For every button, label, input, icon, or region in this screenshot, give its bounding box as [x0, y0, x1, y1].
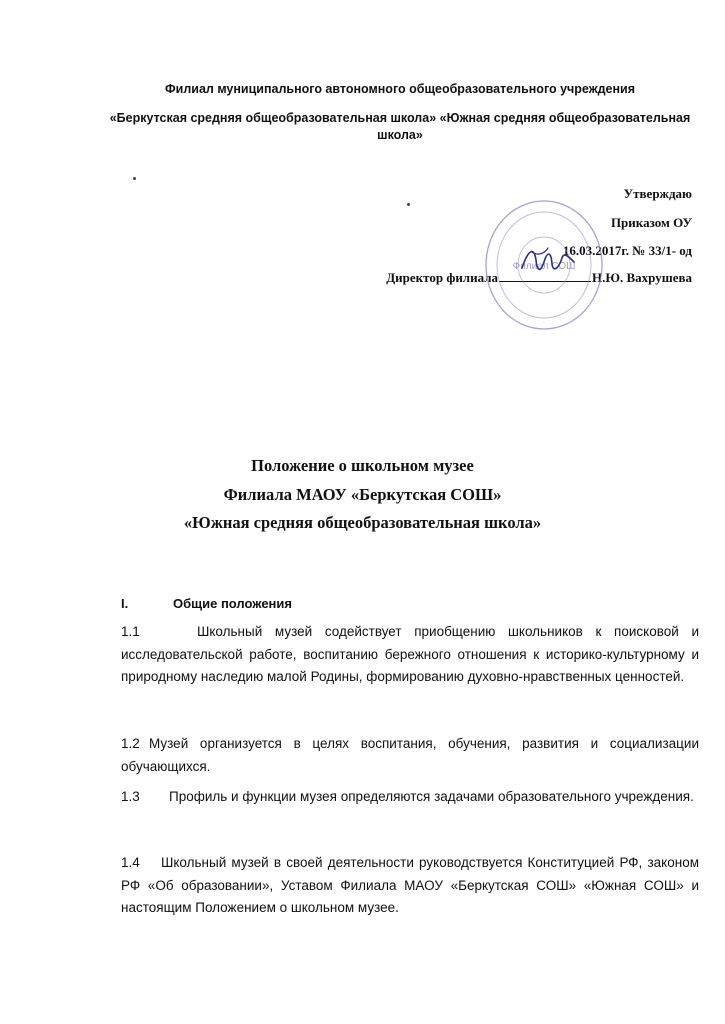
director-signature: [518, 240, 578, 280]
section-heading: [121, 596, 292, 612]
clause-paragraph: [121, 733, 699, 778]
clause-text: Музей организуется в целях воспитания, обучения, развития и социализации обучающихся.: [121, 736, 699, 774]
clause-number: 1.4: [121, 855, 140, 870]
document-title-line3: «Южная средняя общеобразовательная школа»: [183, 513, 542, 532]
institution-header-line1: Филиал муниципального автономного общеобразовательного учреждения: [164, 82, 635, 96]
clause-text: Школьный музей в своей деятельности руководствуется Конституцией РФ, законом РФ «Об образовании», Уставом Филиала МАОУ «Беркутская СОШ» «Южная СОШ» и настоящим Положением о школьном музее.: [121, 855, 699, 915]
approval-order: Приказом ОУ: [610, 215, 692, 230]
document-title-line2: Филиала МАОУ «Беркутская СОШ»: [223, 485, 502, 504]
clause-text: Школьный музей содействует приобщению школьников к поисковой и исследовательской работе, воспитанию бережного отношения к историко-культурному и природному наследию малой Родины, формированию духовно-нравственных ценностей.: [121, 624, 699, 684]
scan-speck: [133, 177, 136, 180]
clause-paragraph: [121, 786, 699, 809]
institution-header-line2: «Беркутская средняя общеобразовательная школа» «Южная средняя общеобразовательная школа»: [109, 111, 691, 142]
clause-number: 1.1: [121, 624, 140, 639]
stamp-text: Филиал СОШ: [512, 261, 576, 272]
section-title: Общие положения: [173, 596, 292, 611]
scan-speck: [407, 203, 410, 206]
clause-number: 1.2: [121, 736, 140, 751]
clause-paragraph: [121, 621, 699, 689]
clause-number: 1.3: [121, 789, 140, 804]
approval-title: Утверждаю: [623, 186, 692, 201]
approval-date-number: 16.03.2017г. № 33/1- од: [562, 243, 692, 258]
clause-paragraph: [121, 852, 699, 920]
director-label: Директор филиала: [386, 270, 498, 285]
section-number: I.: [121, 596, 129, 611]
director-name: Н.Ю. Вахрушева: [592, 270, 692, 285]
clause-text: Профиль и функции музея определяются задачами образовательного учреждения.: [169, 789, 694, 804]
document-title-line1: Положение о школьном музее: [251, 456, 474, 475]
